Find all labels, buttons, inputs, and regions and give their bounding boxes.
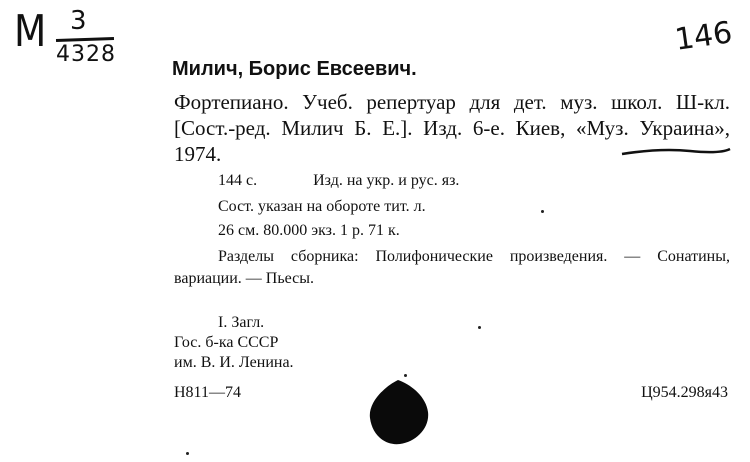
scan-speck <box>186 452 189 455</box>
call-number-top: 3 <box>70 6 87 36</box>
call-number-letter: М <box>14 6 47 57</box>
library-line-2: им. В. И. Ленина. <box>174 354 294 371</box>
title-description: Фортепиано. Учеб. репертуар для дет. муз. школ. Ш-кл. [Сост.-ред. Милич Б. Е.]. Изд. 6-е. Киев, «Муз. Украина», 1974. <box>174 90 730 166</box>
pen-underline-mark <box>620 144 732 158</box>
scan-speck <box>478 326 481 329</box>
classification-number: Ц954.298я43 <box>641 384 728 401</box>
library-line-1: Гос. б-ка СССР <box>174 334 279 351</box>
compiler-note: Сост. указан на обороте тит. л. <box>218 198 426 215</box>
size-print-price: 26 см. 80.000 экз. 1 р. 71 к. <box>218 222 400 239</box>
corner-handwritten-mark: 146 <box>672 15 735 58</box>
library-name <box>174 333 294 373</box>
scan-speck <box>541 210 544 213</box>
scan-speck <box>404 374 407 377</box>
language-note: Изд. на укр. и рус. яз. <box>313 172 460 189</box>
heading-entry: I. Загл. <box>218 314 265 331</box>
contents-note: Разделы сборника: Полифонические произведения. — Сонатины, вариации. — Пьесы. <box>174 248 730 287</box>
author-heading: Милич, Борис Евсеевич. <box>172 58 417 80</box>
pages-count: 144 с. <box>218 172 258 189</box>
call-number-bottom: 4328 <box>56 42 116 67</box>
pages-line <box>218 172 459 190</box>
registration-number: Н811—74 <box>174 384 241 401</box>
ink-blot <box>368 378 430 446</box>
